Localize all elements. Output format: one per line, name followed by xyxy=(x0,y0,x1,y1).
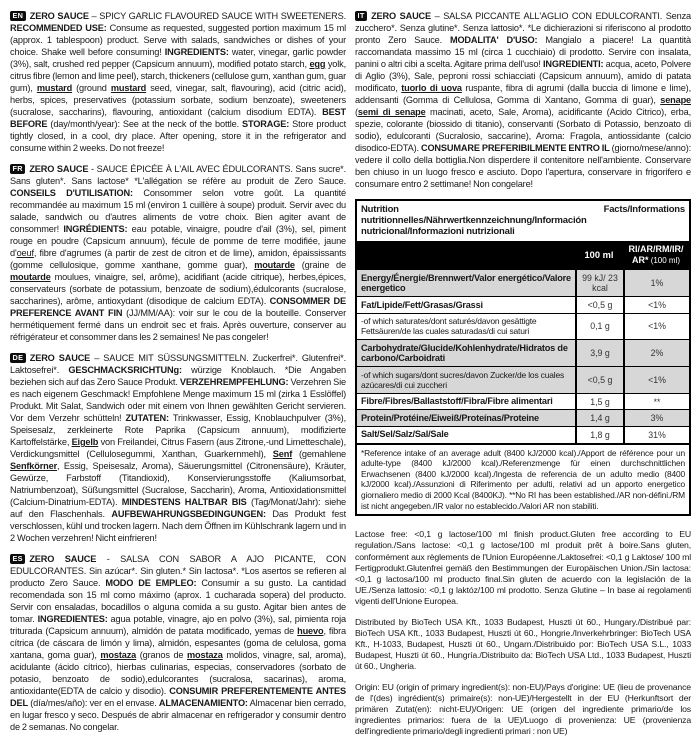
nutrition-label: Salt/Sel/Salz/Sal/Sale xyxy=(361,429,449,440)
nutrition-row-salt xyxy=(357,426,689,443)
nutrition-table-header xyxy=(357,241,689,269)
lactose-gluten-statement: Lactose free: <0,1 g lactose/100 ml finish product.Gluten free according to EU regulation./Sans lactose: <0,1 g lactose/100 ml produit prêt à boire.Sans gluten, conformément aux règlements de l'Union Européenne./Laktosefrei: <0,1 g Laktose/ 100 ml Fertigprodukt.Glutenfrei gemäß den Bestimmungen der Europäischen Union./Sin lactosa: <0,1 g lactosa/100 ml producto final.Sin gluten de acuerdo con la legislación de la UE./Senza lattosio: <0,1 g laktóz/100 ml prodotto. Senza Glutine – In base ai regolamenti vigenti dell'Unione Europea. xyxy=(355,529,691,607)
nutrition-header-ri-100ml: (100 ml) xyxy=(648,255,681,265)
origin-statement: Origin: EU (origin of primary ingredient(s): non-EU)/Pays d'origine: UE (lieu de provenance de l'(des) ingrédient(s) primaire(s): non-UE)/Hergestellt in der EU (Herkunftsort der primären Zutat(en): nicht-EU)/Origen: UE (origen del ingrediente primario/de los ingredientes primarios: fuera de la UE)/Luogo di provenienza: UE (provenienza dell'ingrediente primario/degli ingredienti primari : non UE) xyxy=(355,681,691,737)
nutrition-row-carbohydrate xyxy=(357,339,689,366)
nutrition-row-sugars xyxy=(357,366,689,392)
nutrition-header-100ml: 100 ml xyxy=(584,250,614,260)
nutrition-header-ri-line1: RI/AR/RM/IR/ xyxy=(628,244,684,254)
nutrition-value: 99 kJ/ 23 kcal xyxy=(575,270,623,296)
lang-badge-it: IT xyxy=(355,11,367,21)
nutrition-table xyxy=(355,199,691,516)
text-block-en xyxy=(10,10,346,154)
nutrition-header-ri-line2 xyxy=(632,255,680,267)
nutrition-value: <0,5 g xyxy=(575,297,623,313)
lang-badge-fr: FR xyxy=(10,164,25,174)
nutrition-header-spacer xyxy=(357,241,575,269)
nutrition-ri: <1% xyxy=(623,367,689,392)
nutrition-value: 1,8 g xyxy=(575,427,623,443)
nutrition-row-fat xyxy=(357,296,689,313)
nutrition-ri: 31% xyxy=(623,427,689,443)
distributor-statement: Distributed by BioTech USA Kft., 1033 Budapest, Huszti út 60., Hungary./Distribué par: BioTech USA Kft., 1033 Budapest, Huszti út 60., Hongrie./Inverkehrbringer: BioTech USA Kft., H-1033, Budapest, Huszti út 60., Ungarn./Distribuido por: BioTech USA S.L., 1033 Budapest, Huszti út 60., Hungría./Distribuito da: BioTech USA Ltd., 1033 Budapest, Huszti út 60., Ungheria. xyxy=(355,616,691,672)
text-block-it xyxy=(355,10,691,190)
right-column xyxy=(355,10,692,737)
nutrition-value: 1,5 g xyxy=(575,394,623,410)
lang-badge-de: DE xyxy=(10,353,26,363)
nutrition-ri: 3% xyxy=(623,410,689,426)
nutrition-footnote: *Reference intake of an average adult (8400 kJ/2000 kcal)./Apport de référence pour un adulte-type (8400 kJ/2000 kcal)./Referenzmenge für einen durchschnittlichen Erwachsenen (8400 kJ/2000 kcal)./Ingesta de referencia de un adulto medio (8400 kJ/2000 kcal)./Assunzioni di Riferimento per adulti, relativi ad un apporto energetico giornaliero medio di 2000 Kcal (8400KJ). **No RI has been established./AR non-défini./RM ist nicht angegeben./IR valor no establecido./Valori AR non stabiliti. xyxy=(357,443,689,515)
nutrition-header-ri-ar: AR* xyxy=(631,254,649,265)
nutrition-ri: <1% xyxy=(623,297,689,313)
nutrition-label: Protein/Protéine/Eiweiß/Proteínas/Proteine xyxy=(361,412,539,423)
nutrition-label: Energy/Énergie/Brennwert/Valor energético/Valore energetico xyxy=(361,272,571,294)
nutrition-value: 0,1 g xyxy=(575,314,623,339)
lang-badge-en: EN xyxy=(10,11,26,21)
text-block-fr xyxy=(10,163,346,343)
text-block-de xyxy=(10,352,346,544)
nutrition-value: 1,4 g xyxy=(575,410,623,426)
nutrition-label: -of which saturates/dont saturés/davon gesättigte Fettsäuren/de las cuales saturadas/di cui saturi xyxy=(361,316,537,337)
nutrition-value: <0,5 g xyxy=(575,367,623,392)
nutrition-label: -of which sugars/dont sucres/davon Zucker/de los cuales azúcares/di cui zuccheri xyxy=(361,369,565,391)
nutrition-ri: ** xyxy=(623,394,689,410)
nutrition-ri: <1% xyxy=(623,314,689,339)
nutrition-value: 3,9 g xyxy=(575,340,623,366)
text-es: ZERO SAUCE - SALSA CON SABOR A AJO PICANTE, CON EDULCORANTES. Sin azúcar*. Sin gluten.* Sin lactosa*. *Los asertos se refieren al producto Zero Sauce. MODO DE EMPLEO: Consumir a su gusto. La cantidad recomendada son 15 ml como máximo (aprox. 1 cucharada sopera) del producto. Servir con ensaladas, bocadillos o alguna comida a su gusto. Agitar bien antes de tomar. INGREDIENTES: agua potable, vinagre, ajo en polvo (3%), sal, pimienta roja triturada (Capsicum annuum), almidón de patata modificado, yemas de huevo, fibra cítrica (de cáscara de limón y lima), almidón, espesantes (goma de celulosa, goma xantana, goma guar), mostaza (granos de mostaza molidos, vinagre, sal, aroma), acidulante (ácido cítrico), hierbas culinarias, especias, conservadores (sorbato de potasio, benzoato de sodio),edulcorantes (sucralosa, sacarinas), aroma, antioxidante(EDTA de calcio y disodio). CONSUMIR PREFERENTEMENTE ANTES DEL (día/mes/año): ver en el envase. ALMACENAMIENTO: Almacenar bien cerrado, en lugar fresco y seco. Después de abrir almacenar en refrigerador y consumir dentro de 2 semanas. No congelar. xyxy=(10,554,347,732)
left-column xyxy=(10,10,347,732)
text-it: ZERO SAUCE – SALSA PICCANTE ALL'AGLIO CON EDULCORANTI. Senza zucchero*. Senza glutine*. Senza lattosio*. *Le dichierazioni si riferiscono al prodotto pronto Zero Sauce. MODALITA' D'USO: Mangialo a piacere! La quantità raccomandata massimo 15 ml (circa 1 cucchiaio) di prodotto. Servire con insalata, panini o altri cibi a scelta. Agitare prima dell'uso! INGREDIENTI: acqua, aceto, Polvere di Aglio (3%), Sale, peproni rossi schiacciati (Capsicum annuum), amido di patata modificato, tuorlo di uova ruspante, fibra di agrumi (dalla buccia di limone e lime), addensanti (Gomma di Cellulosa, Gomma di Xantano, Gomma di guar), senape (semi di senape macinati, aceto, Sale, Aroma), acidificante (Acido Citrico), erba, spezie, colorante (biossido di titanio), conservanti (Sorbato di Potassio, benzoato di sodio), edulcoranti (Sucralosio, saccarine), Aroma: Fragola, antiossidante (calcio disodico-EDTA). CONSUMARE PREFERIBILMENTE ENTRO IL (giorno/mese/anno): vedere il collo della bottiglia.Non disperdere il contenitore nell'ambiente. Conservare ben chiuso in un luogo fresco e asciuto. Dopo l'apertura, conservare in frigorifero e consumare entro 2 settimane! Non congelare! xyxy=(355,11,692,189)
nutrition-label: Carbohydrate/Glucide/Kohlenhydrate/Hidratos de carbono/Carboidrati xyxy=(361,342,568,364)
text-block-es xyxy=(10,553,346,733)
nutrition-ri: 1% xyxy=(623,270,689,296)
nutrition-header-ri xyxy=(623,241,689,269)
text-en: ZERO SAUCE – SPICY GARLIC FLAVOURED SAUCE WITH SWEETENERS. RECOMMENDED USE: Consume as requested, suggested portion maximum 15 ml (approx. 1 tablespoon) product. Serve with salads, sandwiches or dishes of your choice. Shake well before consuming! INGREDIENTS: water, vinegar, garlic powder (3%), salt, crushed red pepper (Capsicum annuum), modified potato starch, egg yolk, citrus fibre (lemon and lime peel), starch, thickeners (cellulose gum, xanthan gum, guar gum), mustard (ground mustard seed, vinegar, salt, flavouring), acid (citric acid), herbs, spices, preservatives (potassium sorbate, sodium benzoate), sweeteners (sucralose, saccharins), flavouring, antioxidant (calcium disodium EDTA). BEST BEFORE (day/month/year): See at the neck of the bottle. STORAGE: Store product tightly closed, in a cool, dry place. After opening, store it in the refrigerator and consume within 2 weeks. Do not freeze! xyxy=(10,11,347,153)
text-de: ZERO SAUCE – SAUCE MIT SÜSSUNGSMITTELN. Zuckerfrei*. Glutenfrei*. Laktosefrei*. GESCHMACKSRICHTUNg: würzige Knoblauch. *Die Angaben beziehen sich auf das Zero Sauce Produkt. VERZEHREMPFEHLUNG: Verzehren Sie es nach eigenem Geschmack! Empfohlene Menge maximum 15 ml (zirka 1 Esslöffel) Produkt. Mit Salat, Sandwich oder mit einem von Ihnen gewählten Gericht servieren. Vor dem Verzehr schütteln! ZUTATEN: Trinkwasser, Essig, Knoblauchpulver (3%), Speisesalz, zerkleinerte Rote Paprika (Capsicum annuum), modifizierte Kartoffelstärke, Eigelb von Freilandei, Citrus Fasern (aus Zitrone,-und Limetteschale), Verdickungsmittel (Cellulosegummi, Xanthan, Guarkernmehl), Senf (gemahlene Senfkörner, Essig, Speisesalz, Aroma), Säuerungsmittel (Citronensäure), Kräuter, Gewürze, Farbstoff (Titandioxid), Konservierungsstoffe (Kaliumsorbat, Natriumbenzoat), Süßungsmittel (Sucralose, Saccharin), Aroma, Antioxidationsmittel (Calcium-Dinatrium-EDTA). MINDESTENS HALTBAR BIS (Tag/Monat/Jahr): siehe auf den Flaschenhals. AUFBEWAHRUNGSBEDINGUNGEN: Das Produkt fest verschlossen, kühl und trocken lagern. Nach dem Öffnen im Kühlschrank lagern und in 2 Wochen verzehren! Nicht einfrieren! xyxy=(10,353,346,543)
nutrition-row-protein xyxy=(357,409,689,426)
nutrition-row-saturates xyxy=(357,313,689,339)
lang-badge-es: ES xyxy=(10,554,25,564)
nutrition-label: Fat/Lipide/Fett/Grasas/Grassi xyxy=(361,299,483,310)
nutrition-label: Fibre/Fibres/Ballaststoff/Fibra/Fibre alimentari xyxy=(361,396,553,407)
nutrition-ri: 2% xyxy=(623,340,689,366)
nutrition-row-energy xyxy=(357,269,689,296)
nutrition-table-title: Nutrition Facts/Informations nutritionnelles/Nährwertkennzeichnung/Información nutricional/Informazioni nutrizionali xyxy=(361,204,685,237)
nutrition-row-fibre xyxy=(357,393,689,410)
text-fr: ZERO SAUCE - SAUCE ÉPICÉE À L'AIL AVEC ÉDULCORANTS. Sans sucre*. Sans gluten*. Sans lactose* *L'allégation se réfère au produit de Zero Sauce. CONSEILS D'UTILISATION: Consommer selon votre goût. La quantité recommandée au maximum 15 ml (environ 1 cuillère à soupe) produit. Servir avec du salade, sandwich ou d'autres aliments de votre choix. Bien agiter avant de consommer! INGRÉDIENTS: eau potable, vinaigre, poudre d'ail (3%), sel, piment rouge en poudre (Capsicum annuum), fécule de pomme de terre modifiée, jaune d'oeuf, fibre d'agrumes (à partir de zest de citron et de lime), amidon, épaississants (gomme cellulosique, gomme xanthane, gomme guar), moutarde (graine de moutarde moulues, vinaigre, sel, arôme), acidifiant (acide citrique), herbes,épices, conservateurs (sorbate de potassium, benzoate de sodium),édulcorants (sucralose, saccharines), arôme, antioxydant (disodique de calcium EDTA). CONSOMMER DE PREFERENCE AVANT FIN (JJ/MM/AA): voir sur le cou de la bouteille. Conserver hermétiquement fermé dans un endroit sec et frais. Après ouverture, conserver au réfrigérateur et consommer dans les 2 semaines! Ne pas congeler! xyxy=(10,164,346,342)
